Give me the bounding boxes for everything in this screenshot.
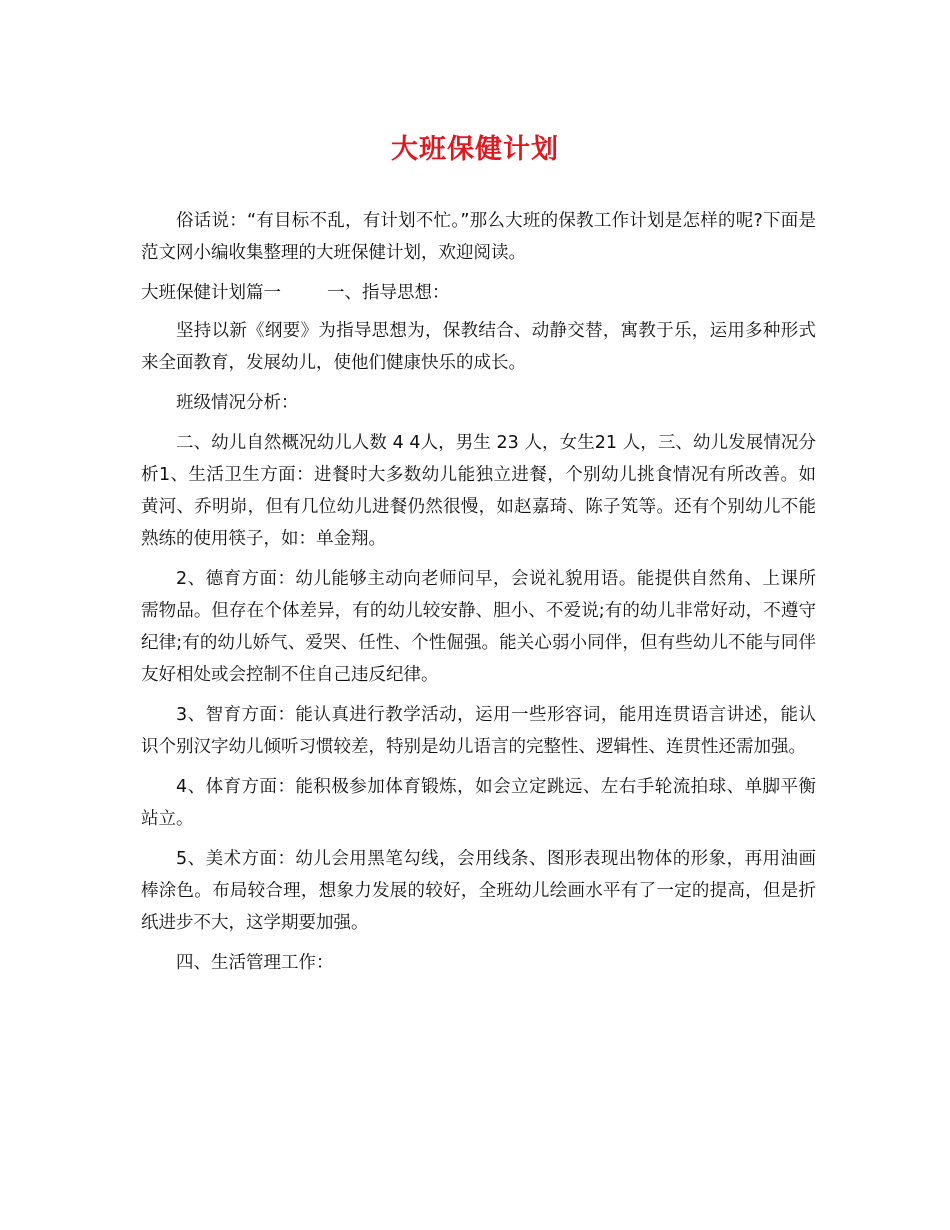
document-body [141, 205, 816, 987]
paragraph-art: 5、美术方面：幼儿会用黑笔勾线，会用线条、图形表现出物体的形象，再用油画棒涂色。布局较合理，想象力发展的较好，全班幼儿绘画水平有了一定的提高，但是折纸进步不大，这学期要加强。 [141, 849, 816, 933]
paragraph-guiding: 坚持以新《纲要》为指导思想为，保教结合、动静交替，寓教于乐，运用多种形式来全面教育，发展幼儿，使他们健康快乐的成长。 [141, 321, 816, 373]
paragraph-life-management: 四、生活管理工作： [176, 953, 334, 973]
paragraph-physical: 4、体育方面：能积极参加体育锻炼，如会立定跳远、左右手轮流拍球、单脚平衡站立。 [141, 777, 816, 829]
document-title: 大班保健计划 [391, 134, 559, 165]
paragraph-intro: 俗话说：“有目标不乱，有计划不忙。”那么大班的保教工作计划是怎样的呢?下面是范文网小编收集整理的大班保健计划，欢迎阅读。 [141, 211, 816, 263]
paragraph-overview: 二、幼儿自然概况幼儿人数 4 4人，男生 23 人，女生21 人，三、幼儿发展情况分析1、生活卫生方面：进餐时大多数幼儿能独立进餐，个别幼儿挑食情况有所改善。如黄河、乔明峁，但有几位幼儿进餐仍然很慢，如赵嘉琦、陈子笂等。还有个别幼儿不能熟练的使用筷子，如：单金翔。 [141, 433, 816, 549]
paragraph-class-analysis: 班级情况分析： [176, 393, 299, 413]
section-heading-right: 一、指导思想： [327, 283, 450, 303]
section-heading-line [141, 277, 816, 309]
paragraph-intellectual: 3、智育方面：能认真进行教学活动，运用一些形容词，能用连贯语言讲述，能认识个别汉字幼儿倾听习惯较差，特别是幼儿语言的完整性、逻辑性、连贯性还需加强。 [141, 705, 816, 757]
section-heading-left: 大班保健计划篇一 [141, 283, 281, 303]
paragraph-moral: 2、德育方面：幼儿能够主动向老师问早，会说礼貌用语。能提供自然角、上课所需物品。但存在个体差异，有的幼儿较安静、胆小、不爱说;有的幼儿非常好动，不遵守纪律;有的幼儿娇气、爱哭、任性、个性倔强。能关心弱小同伴，但有些幼儿不能与同伴友好相处或会控制不住自己违反纪律。 [141, 569, 816, 685]
